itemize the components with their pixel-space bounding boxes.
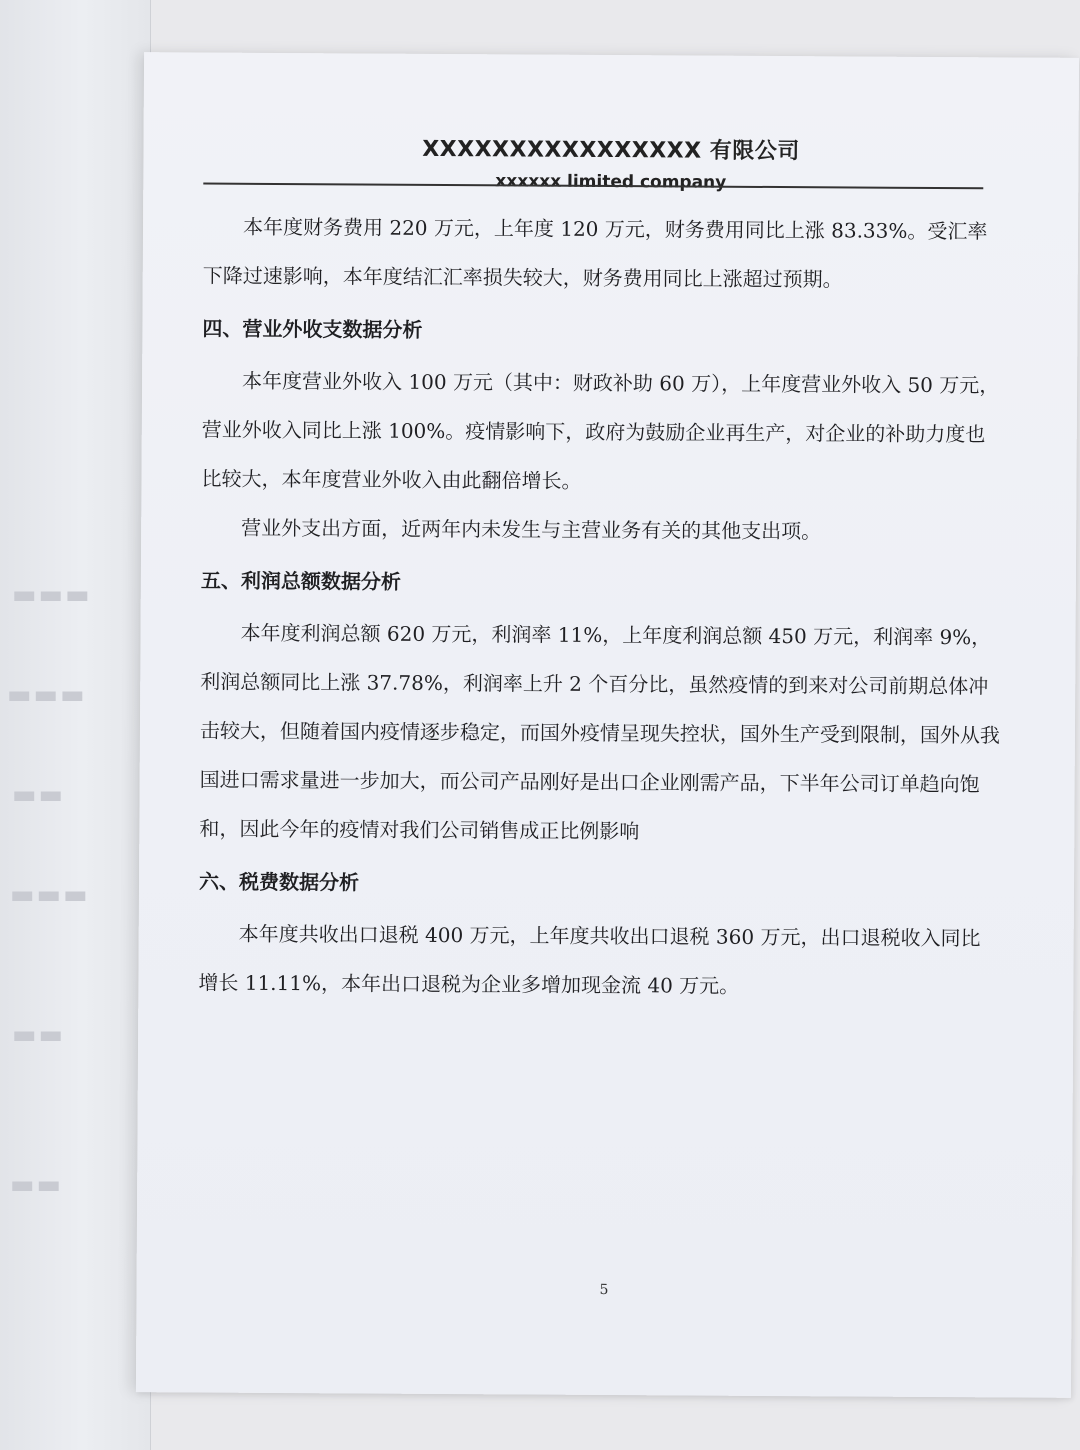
paragraph-export-tax-rebate: 本年度共收出口退税 400 万元，上年度共收出口退税 360 万元，出口退税收入同比增长 11.11%，本年出口退税为企业多增加现金流 40 万元。 bbox=[198, 921, 981, 998]
paragraph-total-profit: 本年度利润总额 620 万元，利润率 11%，上年度利润总额 450 万元，利润率 9%，利润总额同比上涨 37.78%，利润率上升 2 个百分比，虽然疫情的到来对公司前期总体冲击较大，但随着国内疫情逐步稳定，而国外疫情呈现失控状，国外生产受到限制，国外从我国进口需求量进一步加大，而公司产品刚好是出口企业刚需产品，下半年公司订单趋向饱和，因此今年的疫情对我们公司销售成正比例影响 bbox=[199, 620, 1001, 844]
underlying-book-pages bbox=[0, 0, 151, 1450]
bleed-through-text: ▬▬▬ bbox=[8, 880, 88, 910]
page-number: 5 bbox=[599, 1281, 609, 1299]
bleed-through-text: ▬▬ bbox=[10, 780, 64, 810]
bleed-through-text: ▬▬▬ bbox=[10, 580, 90, 610]
document-body bbox=[198, 203, 1003, 1013]
paragraph-non-operating-income: 本年度营业外收入 100 万元（其中：财政补助 60 万），上年度营业外收入 50 万元，营业外收入同比上涨 100%。疫情影响下，政府为鼓励企业再生产，对企业的补助力度也比较大，本年度营业外收入由此翻倍增长。 bbox=[201, 368, 1000, 493]
section-heading-non-operating: 四、营业外收支数据分析 bbox=[202, 316, 423, 342]
bleed-through-text: ▬▬ bbox=[10, 1020, 64, 1050]
bleed-through-text: ▬▬ bbox=[8, 1170, 62, 1200]
company-name-english: xxxxxx limited company bbox=[495, 171, 727, 193]
bleed-through-text: ▬▬▬ bbox=[5, 680, 85, 710]
document-page bbox=[136, 52, 1079, 1398]
section-heading-total-profit: 五、利润总额数据分析 bbox=[200, 568, 401, 594]
section-heading-taxes: 六、税费数据分析 bbox=[198, 869, 360, 895]
paragraph-non-operating-expense: 营业外支出方面，近两年内未发生与主营业务有关的其他支出项。 bbox=[241, 515, 822, 544]
paragraph-financial-expense: 本年度财务费用 220 万元，上年度 120 万元，财务费用同比上涨 83.33%。受汇率下降过速影响，本年度结汇汇率损失较大，财务费用同比上涨超过预期。 bbox=[202, 214, 988, 292]
company-name-chinese: XXXXXXXXXXXXXXXX 有限公司 bbox=[422, 136, 800, 165]
